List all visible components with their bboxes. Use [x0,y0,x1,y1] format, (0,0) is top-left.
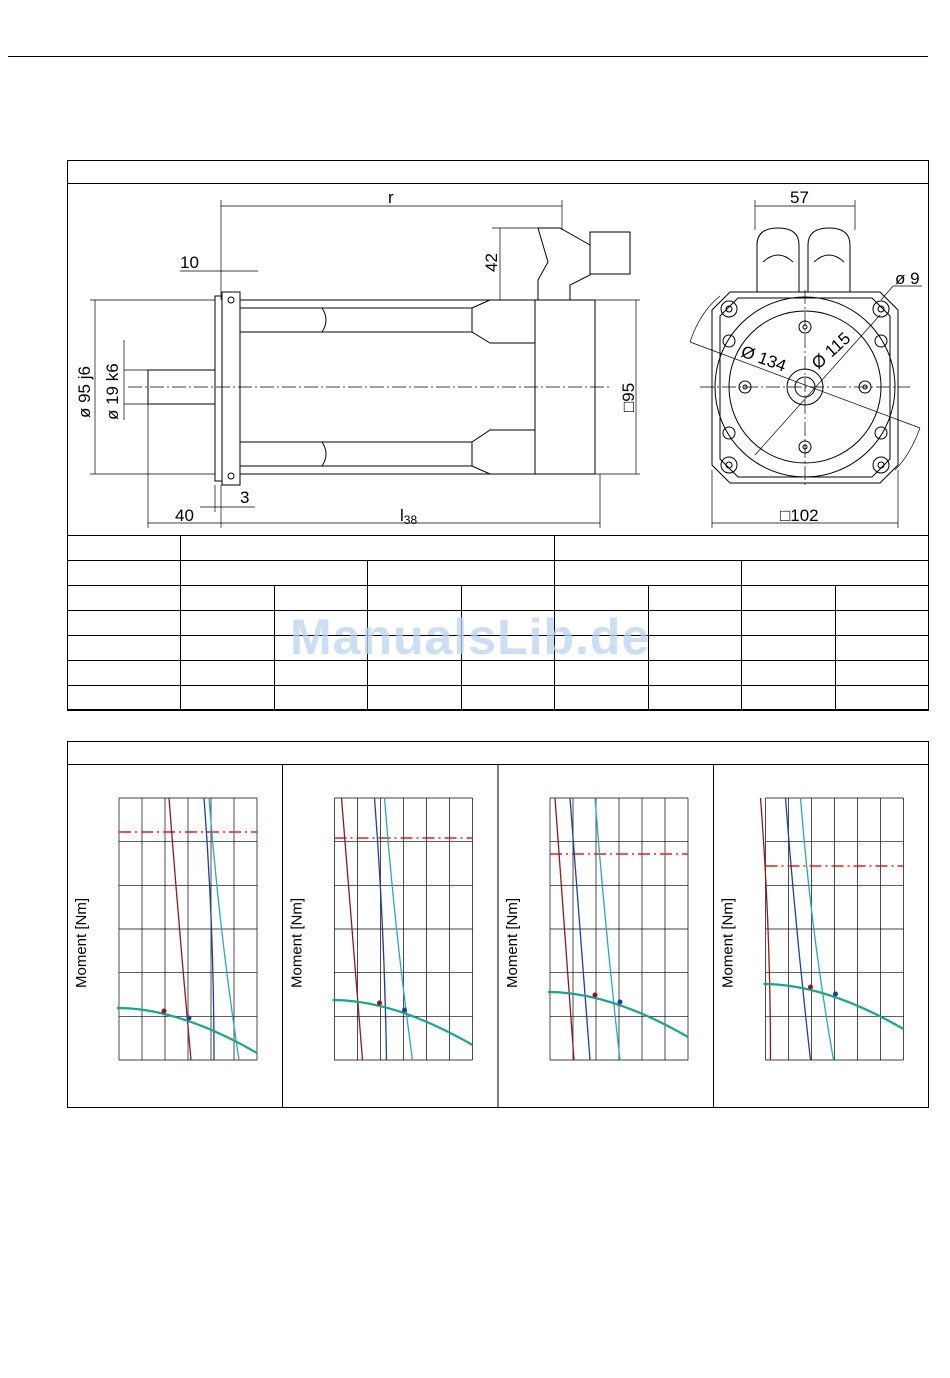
dim-sq102: □102 [780,506,819,525]
dim-phi9: ø 9 [895,269,920,288]
y-axis-label: Moment [Nm] [288,897,306,988]
operating-point [187,1016,192,1021]
chart-panel-title [68,742,928,765]
y-axis-label: Moment [Nm] [504,897,521,988]
dim-phi19: ø 19 k6 [103,363,122,420]
torque-charts [67,764,929,1108]
operating-point [402,1008,407,1013]
dim-sq95: □95 [619,382,638,412]
watermark: ManualsLib.de [290,609,651,665]
dimension-drawing [0,0,950,540]
table-row [68,536,929,561]
side-view [75,188,640,528]
operating-point [593,993,598,998]
dim-phi134: Ø 134 [738,341,789,376]
dim-phi95: ø 95 j6 [75,366,94,418]
dim-l38: l38 [400,506,418,527]
y-axis-label: Moment [Nm] [73,897,90,988]
operating-point [162,1009,167,1014]
dim-42: 42 [482,253,501,272]
front-view [690,188,922,528]
operating-point [377,1001,382,1006]
table-row [68,561,929,586]
operating-point [833,992,838,997]
dim-10: 10 [180,253,199,272]
dim-phi115: Ø 115 [807,328,855,373]
torque-curve [333,1000,473,1045]
dim-3: 3 [240,488,250,507]
torque-curve [764,984,904,1029]
dim-40: 40 [175,506,194,525]
dim-r: r [388,188,394,207]
table-row [68,586,929,611]
table-row [68,686,929,711]
operating-point [618,1000,623,1005]
operating-point [808,985,813,990]
y-axis-label: Moment [Nm] [719,897,737,988]
dim-57: 57 [790,188,809,207]
